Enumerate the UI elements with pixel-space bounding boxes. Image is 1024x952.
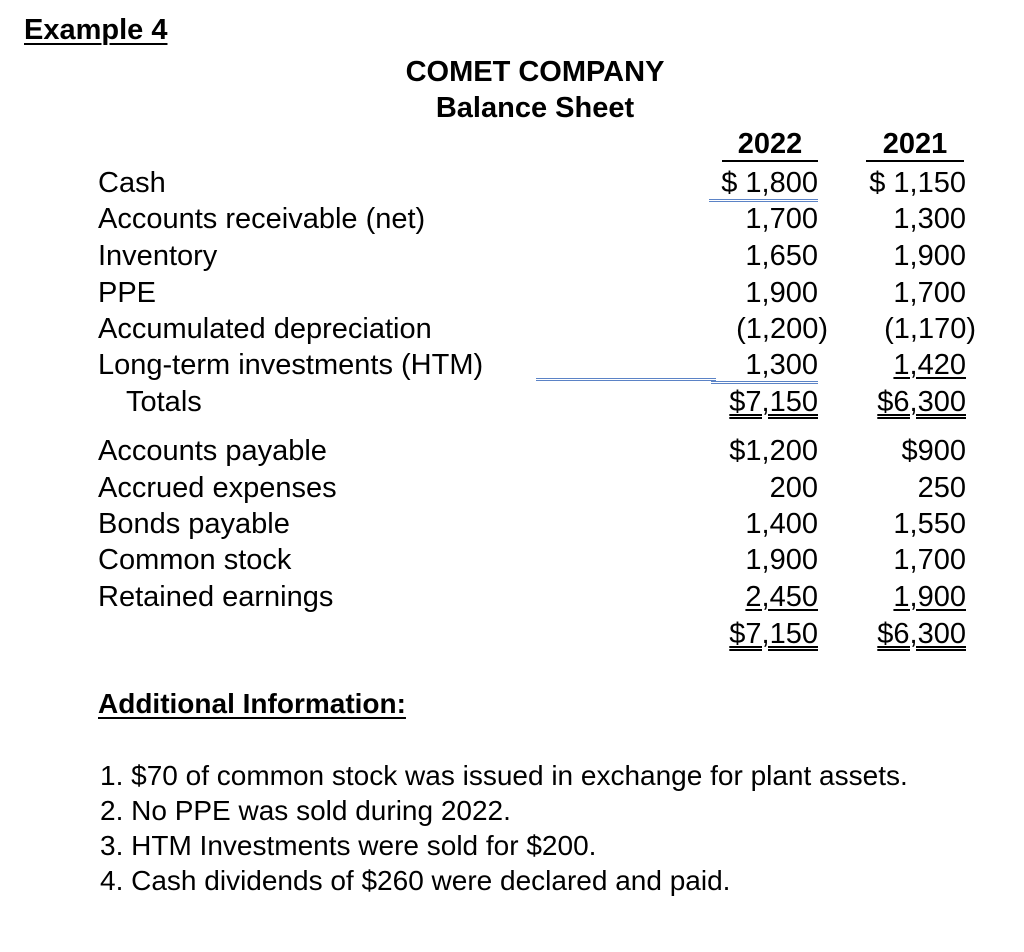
row-label-accum-dep: Accumulated depreciation [98, 313, 432, 345]
inventory-2022: 1,650 [745, 240, 818, 272]
year-header-2021: 2021 [866, 128, 964, 162]
cash-2021: $ 1,150 [869, 167, 966, 199]
liab-total-2022-value: $7,150 [729, 618, 818, 650]
row-label-ppe: PPE [98, 277, 157, 309]
retained-2021-value: 1,900 [893, 581, 966, 613]
ap-2022: $1,200 [729, 435, 818, 467]
ap-2021: $900 [901, 435, 966, 467]
leader-line [536, 378, 716, 381]
row-label-common-stock: Common stock [98, 544, 292, 576]
row-label-totals: Totals [126, 386, 202, 418]
lt-investments-2022 [690, 347, 818, 383]
row-label-ar: Accounts receivable (net) [98, 203, 426, 235]
lt-investments-2021-value: 1,420 [893, 349, 966, 381]
lt-investments-2022-value: 1,300 [711, 349, 818, 384]
example-heading: Example 4 [24, 14, 168, 46]
retained-2022-value: 2,450 [745, 581, 818, 613]
row-label-cash: Cash [98, 167, 166, 199]
asset-total-2022 [690, 384, 818, 420]
inventory-2021: 1,900 [893, 240, 966, 272]
cash-2022 [690, 165, 818, 201]
accrued-2022: 200 [769, 472, 818, 504]
note-item: 1. $70 of common stock was issued in exchange for plant assets. [100, 760, 908, 791]
bonds-2022: 1,400 [745, 508, 818, 540]
asset-total-2021-value: $6,300 [877, 386, 966, 418]
lt-investments-2021 [840, 347, 966, 383]
row-label-accrued: Accrued expenses [98, 472, 337, 504]
row-label-bonds: Bonds payable [98, 508, 290, 540]
asset-total-2021 [840, 384, 966, 420]
accum-dep-2021: (1,170) [884, 313, 976, 345]
accum-dep-2022: (1,200) [736, 313, 828, 345]
statement-title: Balance Sheet [435, 92, 635, 124]
company-name: COMET COMPANY [405, 56, 665, 88]
note-item: 4. Cash dividends of $260 were declared and paid. [100, 865, 731, 896]
row-label-retained: Retained earnings [98, 581, 334, 613]
liab-total-2022 [690, 616, 818, 652]
additional-info-title: Additional Information: [98, 688, 406, 719]
ppe-2022: 1,900 [745, 277, 818, 309]
common-stock-2021: 1,700 [893, 544, 966, 576]
ppe-2021: 1,700 [893, 277, 966, 309]
accrued-2021: 250 [917, 472, 966, 504]
ar-2022: 1,700 [745, 203, 818, 235]
asset-total-2022-value: $7,150 [729, 386, 818, 418]
liab-total-2021 [840, 616, 966, 652]
year-header-2022: 2022 [722, 128, 818, 162]
row-label-inventory: Inventory [98, 240, 218, 272]
retained-2022 [690, 579, 818, 615]
cash-2022-value: $ 1,800 [709, 167, 818, 202]
ar-2021: 1,300 [893, 203, 966, 235]
row-label-lt-investments: Long-term investments (HTM) [98, 349, 484, 381]
common-stock-2022: 1,900 [745, 544, 818, 576]
retained-2021 [840, 579, 966, 615]
liab-total-2021-value: $6,300 [877, 618, 966, 650]
row-label-ap: Accounts payable [98, 435, 327, 467]
note-item: 3. HTM Investments were sold for $200. [100, 830, 597, 861]
note-item: 2. No PPE was sold during 2022. [100, 795, 511, 826]
bonds-2021: 1,550 [893, 508, 966, 540]
